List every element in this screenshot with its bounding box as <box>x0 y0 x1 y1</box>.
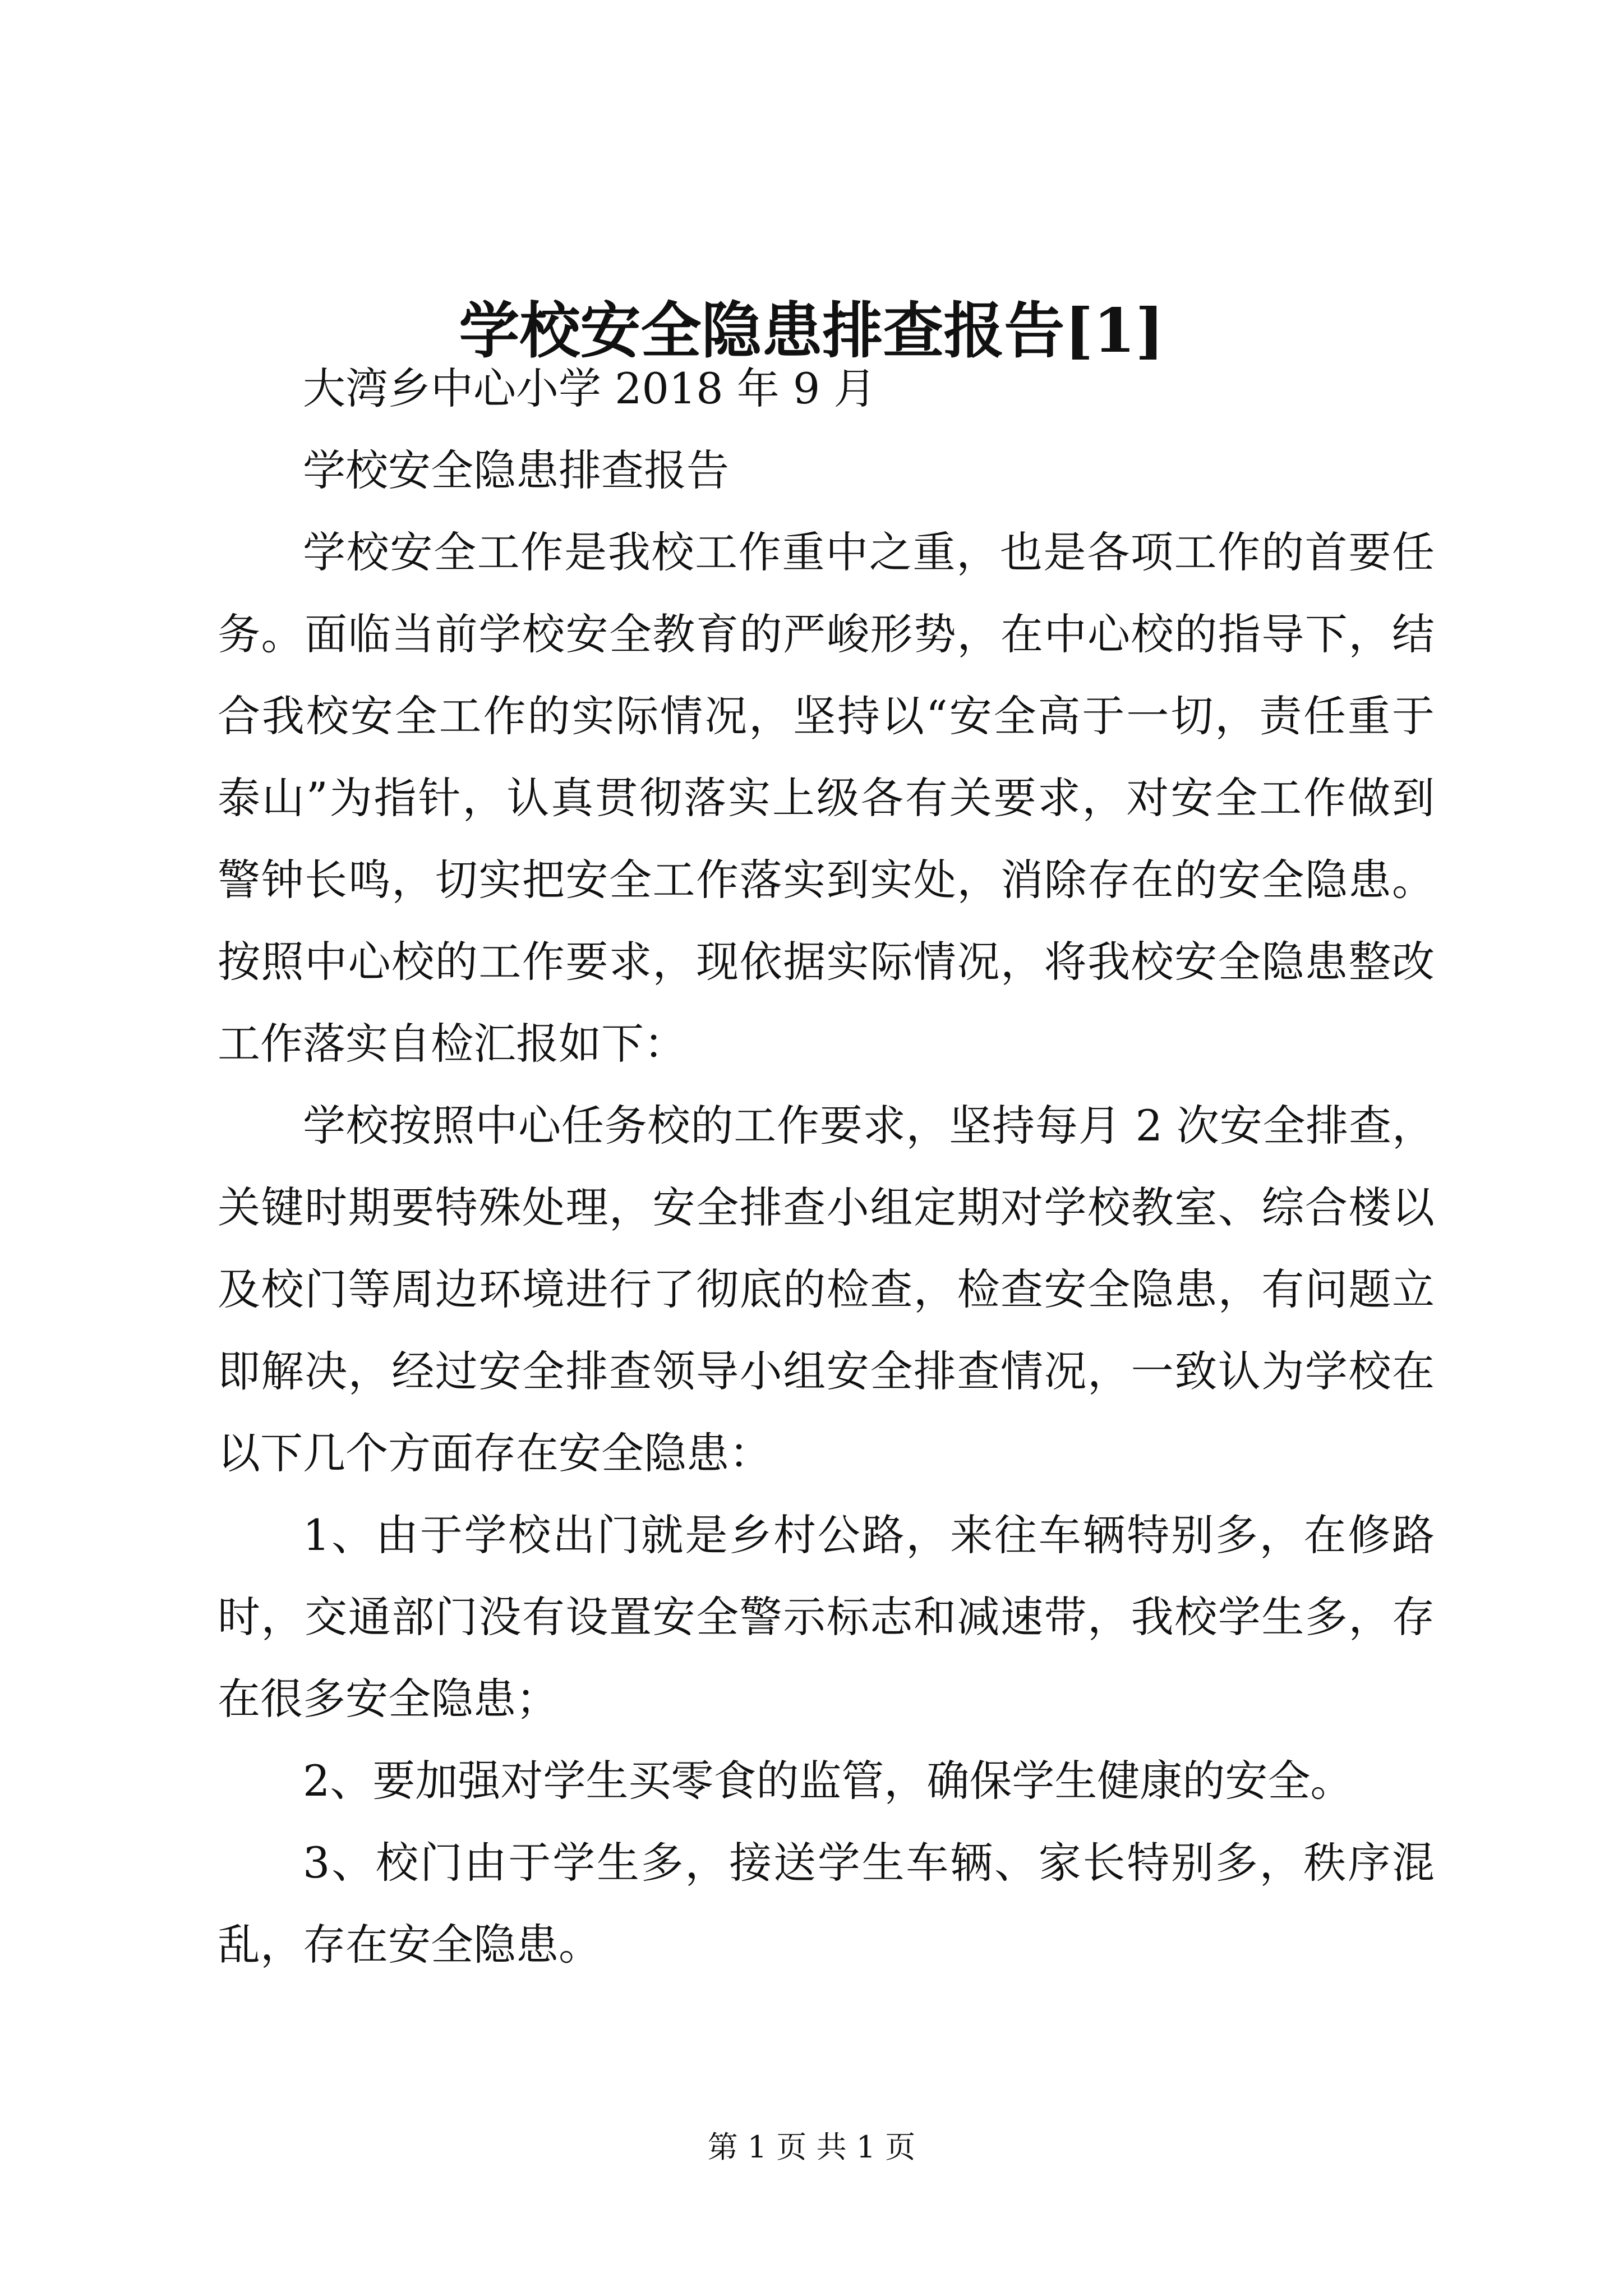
list-item-line: 1、由于学校出门就是乡村公路，来往车辆特别多，在修路 <box>303 1510 1435 1560</box>
report-subtitle: 学校安全隐患排查报告 <box>303 445 729 495</box>
paragraph-line: 关键时期要特殊处理，安全排查小组定期对学校教室、综合楼以 <box>218 1182 1435 1232</box>
document-body <box>218 348 1435 1986</box>
paragraph-line: 合我校安全工作的实际情况，坚持以“安全高于一切，责任重于 <box>218 691 1435 741</box>
paragraph-line: 即解决，经过安全排查领导小组安全排查情况，一致认为学校在 <box>218 1346 1435 1396</box>
list-item-line: 在很多安全隐患； <box>218 1674 559 1724</box>
paragraph-line: 工作落实自检汇报如下： <box>218 1019 686 1069</box>
school-date-line: 大湾乡中心小学 2018 年 9 月 <box>303 364 877 413</box>
document-title: 学校安全隐患排查报告[1] <box>459 296 1164 366</box>
list-item-line: 时，交通部门没有设置安全警示标志和减速带，我校学生多，存 <box>218 1592 1435 1642</box>
paragraph-line: 及校门等周边环境进行了彻底的检查，检查安全隐患，有问题立 <box>218 1264 1435 1314</box>
list-item-line: 乱，存在安全隐患。 <box>218 1920 601 1970</box>
paragraph-line: 学校安全工作是我校工作重中之重，也是各项工作的首要任 <box>303 527 1435 577</box>
list-item-line: 3、校门由于学生多，接送学生车辆、家长特别多，秩序混 <box>303 1838 1435 1888</box>
paragraph-line: 泰山”为指针，认真贯彻落实上级各有关要求，对安全工作做到 <box>218 773 1435 823</box>
paragraph-line: 警钟长鸣，切实把安全工作落实到实处，消除存在的安全隐患。 <box>218 855 1435 905</box>
paragraph-line: 学校按照中心任务校的工作要求，坚持每月 2 次安全排查， <box>303 1101 1435 1151</box>
list-item-line: 2、要加强对学生买零食的监管，确保学生健康的安全。 <box>303 1756 1353 1806</box>
paragraph-line: 按照中心校的工作要求，现依据实际情况，将我校安全隐患整改 <box>218 937 1435 987</box>
paragraph-line: 以下几个方面存在安全隐患： <box>218 1428 772 1478</box>
paragraph-line: 务。面临当前学校安全教育的严峻形势，在中心校的指导下，结 <box>218 609 1435 659</box>
page-footer: 第 1 页 共 1 页 <box>707 2129 916 2165</box>
